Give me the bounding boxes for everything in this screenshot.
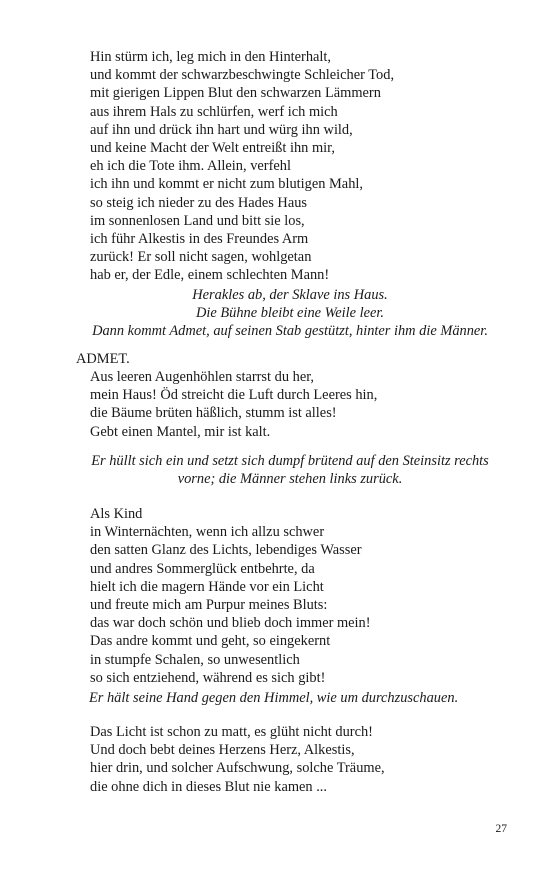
- verse-line: und andres Sommerglück entbehrte, da: [90, 560, 315, 577]
- verse-line: im sonnenlosen Land und bitt sie los,: [90, 212, 305, 229]
- stage-direction-line: Die Bühne bleibt eine Weile leer.: [195, 305, 385, 322]
- verse-line: Als Kind: [90, 506, 143, 522]
- verse-line: ich ihn und kommt er nicht zum blutigen Mahl,: [90, 176, 363, 193]
- verse-line: und kommt der schwarzbeschwingte Schleicher Tod,: [90, 67, 395, 84]
- verse-line: eh ich die Tote ihm. Allein, verfehl: [90, 158, 291, 175]
- verse-block-admet-2: [90, 505, 530, 687]
- speaker-name: ADMET.: [76, 351, 130, 367]
- verse-line: Das Licht ist schon zu matt, es glüht nicht durch!: [90, 724, 373, 740]
- stage-direction-line: Dann kommt Admet, auf seinen Stab gestützt, hinter ihm die Männer.: [92, 323, 488, 340]
- verse-line: die ohne dich in dieses Blut nie kamen ...: [90, 778, 327, 795]
- verse-line: so sich entziehend, während es sich gibt!: [90, 669, 326, 686]
- stage-direction-line: Er hält seine Hand gegen den Himmel, wie um durchzuschauen.: [89, 690, 459, 706]
- verse-line: mit gierigen Lippen Blut den schwarzen Lämmern: [90, 85, 381, 102]
- stage-direction-line: vorne; die Männer stehen links zurück.: [177, 471, 403, 488]
- verse-line: in stumpfe Schalen, so unwesentlich: [90, 651, 300, 668]
- verse-line: in Winternächten, wenn ich allzu schwer: [90, 524, 325, 541]
- verse-line: aus ihrem Hals zu schlürfen, werf ich mich: [90, 103, 338, 120]
- verse-line: das war doch schön und blieb doch immer mein!: [90, 615, 371, 632]
- verse-line: so steig ich nieder zu des Hades Haus: [90, 194, 307, 211]
- verse-line: Aus leeren Augenhöhlen starrst du her,: [90, 369, 315, 385]
- stage-direction-line: Er hüllt sich ein und setzt sich dumpf brütend auf den Steinsitz rechts: [91, 453, 489, 469]
- verse-line: auf ihn und drück ihn hart und würg ihn wild,: [90, 121, 353, 138]
- stage-direction-line: Herakles ab, der Sklave ins Haus.: [192, 287, 388, 303]
- verse-block-herakles: [90, 48, 530, 285]
- verse-line: mein Haus! Öd streicht die Luft durch Leeres hin,: [90, 387, 378, 404]
- verse-line: den satten Glanz des Lichts, lebendiges Wasser: [90, 542, 362, 559]
- verse-block-admet-3: [90, 723, 530, 796]
- verse-line: Und doch bebt deines Herzens Herz, Alkestis,: [90, 742, 355, 759]
- stage-direction-admet-sits: [70, 452, 510, 488]
- verse-line: und freute mich am Purpur meines Bluts:: [90, 597, 328, 614]
- verse-line: ich führ Alkestis in des Freundes Arm: [90, 231, 309, 248]
- verse-line: hier drin, und solcher Aufschwung, solche Träume,: [90, 760, 385, 777]
- verse-line: hielt ich die magern Hände vor ein Licht: [90, 578, 324, 595]
- verse-block-admet-1: [90, 368, 530, 441]
- verse-line: hab er, der Edle, einem schlechten Mann!: [90, 267, 330, 284]
- verse-line: Hin stürm ich, leg mich in den Hinterhalt,: [90, 49, 331, 65]
- page-number: 27: [495, 823, 507, 835]
- verse-line: die Bäume brüten häßlich, stumm ist alles!: [90, 405, 337, 422]
- verse-line: Das andre kommt und geht, so eingekernt: [90, 633, 331, 650]
- verse-line: Gebt einen Mantel, mir ist kalt.: [90, 423, 271, 440]
- stage-direction-herakles-exit: [70, 286, 510, 341]
- stage-direction-hand-raised: [89, 689, 529, 707]
- verse-line: zurück! Er soll nicht sagen, wohlgetan: [90, 249, 312, 266]
- verse-line: und keine Macht der Welt entreißt ihn mir,: [90, 140, 335, 157]
